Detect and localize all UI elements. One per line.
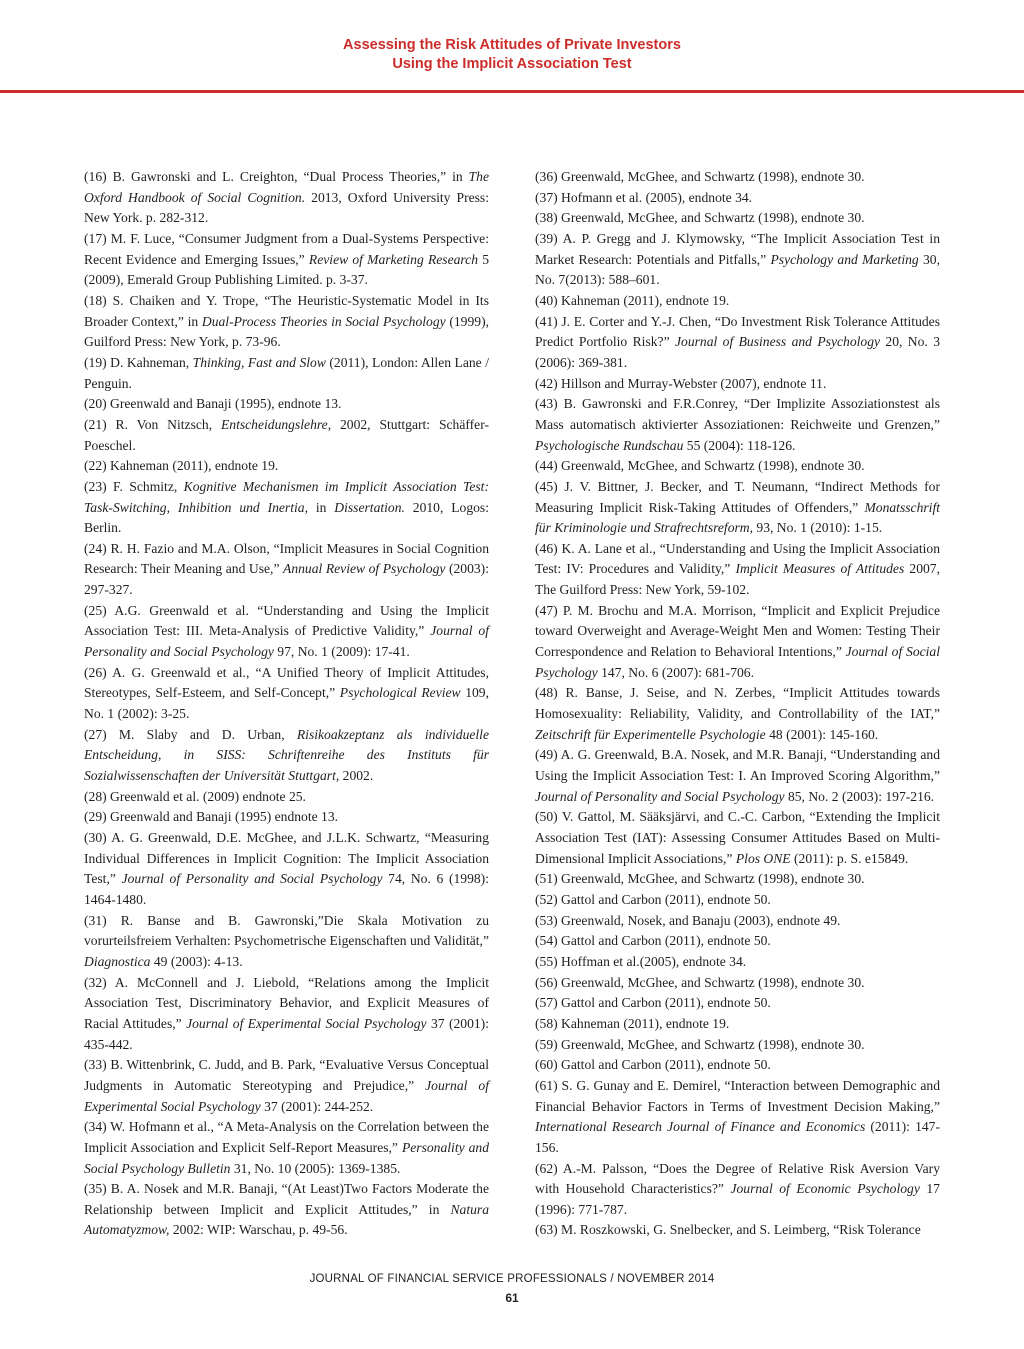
reference-item (84, 1055, 489, 1117)
reference-source-title: Dissertation. (334, 499, 405, 515)
reference-item (84, 415, 489, 456)
reference-source-title: Zeitschrift für Experimentelle Psychologie (535, 726, 766, 742)
reference-text: (55) Hoffman et al.(2005), endnote 34. (535, 953, 747, 969)
reference-item (84, 807, 489, 828)
reference-text: 5 (2009), Emerald Group Publishing Limited. p. 3-37. (84, 251, 490, 288)
reference-item (84, 477, 489, 539)
reference-source-title: Monatsschrift für Kriminologie und Strafrechtsreform, (535, 499, 940, 536)
reference-text: (44) Greenwald, McGhee, and Schwartz (1998), endnote 30. (535, 458, 865, 474)
reference-text: (58) Kahneman (2011), endnote 19. (535, 1015, 730, 1031)
reference-item (84, 167, 489, 229)
reference-text: 2002. (339, 768, 374, 784)
reference-item (84, 787, 489, 808)
reference-text: 20, No. 3 (2006): 369-381. (535, 334, 940, 370)
reference-text: 2007, The Guilford Press: New York, 59-102. (535, 561, 941, 598)
reference-text: (16) B. Gawronski and L. Creighton, “Dual Process Theories,” in (84, 169, 469, 184)
references-left-column (84, 167, 489, 1241)
reference-text: (41) J. E. Corter and Y.-J. Chen, “Do Investment Risk Tolerance Attitudes Predict Portfolio Risk?” (535, 313, 940, 350)
reference-item (535, 869, 940, 890)
reference-text: (18) S. Chaiken and Y. Trope, “The Heuristic-Systematic Model in Its Broader Context,” in (84, 292, 489, 329)
reference-source-title: Journal of Social Psychology (535, 644, 940, 680)
reference-text: 49 (2003): 4-13. (150, 953, 243, 969)
reference-text: (2011): p. S. e15849. (790, 850, 909, 866)
reference-item (535, 208, 940, 229)
reference-text: (57) Gattol and Carbon (2011), endnote 50. (535, 995, 771, 1011)
reference-source-title: Journal of Experimental Social Psychology (186, 1015, 427, 1031)
reference-text: 37 (2001): 244-252. (260, 1098, 374, 1114)
reference-item (84, 394, 489, 415)
reference-text: (32) A. McConnell and J. Liebold, “Relations among the Implicit Association Test, Discriminatory Behavior, and Explicit Measures of Racial Attitudes,” (84, 974, 489, 1031)
reference-item (535, 1076, 940, 1159)
reference-text: (47) P. M. Brochu and M.A. Morrison, “Implicit and Explicit Prejudice toward Overweight and Average-Weight Men and Women: Testing Their Correspondence and Relation to Behavioral Intentions,” (535, 602, 940, 660)
reference-source-title: Psychologische Rundschau (535, 437, 684, 453)
reference-item (535, 931, 940, 952)
reference-item (535, 745, 940, 807)
reference-text: (21) R. Von Nitzsch, (84, 416, 221, 432)
reference-item (535, 188, 940, 209)
reference-item (84, 1179, 489, 1241)
reference-source-title: Kognitive Mechanismen im Implicit Association Test: Task-Switching, Inhibition und Inertia, (84, 478, 489, 515)
reference-item (535, 601, 940, 684)
reference-text: (56) Greenwald, McGhee, and Schwartz (1998), endnote 30. (535, 974, 865, 990)
reference-text: in (307, 499, 335, 515)
reference-text: (25) A.G. Greenwald et al. “Understanding and Using the Implicit Association Test: III. Meta-Analysis of Predictive Validity,” (84, 602, 489, 639)
reference-source-title: International Research Journal of Finance and Economics (535, 1119, 866, 1135)
reference-text: (50) V. Gattol, M. Sääksjärvi, and C.-C. Carbon, “Extending the Implicit Association Test (IAT): Assessing Consumer Attitudes Based on Multi-Dimensional Implicit Associations,” (535, 809, 940, 866)
reference-item (535, 374, 940, 395)
reference-text: (33) B. Wittenbrink, C. Judd, and B. Park, “Evaluative Versus Conceptual Judgments in Automatic Stereotyping and Prejudice,” (84, 1057, 489, 1093)
reference-source-title: Diagnostica (84, 953, 151, 969)
reference-text: 48 (2001): 145-160. (765, 726, 879, 742)
reference-item (84, 973, 489, 1056)
page-footer (0, 1271, 1024, 1305)
reference-source-title: Psychological Review (339, 685, 461, 701)
reference-item (84, 291, 489, 353)
reference-text: (31) R. Banse and B. Gawronski,”Die Skala Motivation zu vorurteilsfreiem Verhalten: Psychometrische Eigenschaften und Validität,” (84, 912, 489, 949)
reference-text: (40) Kahneman (2011), endnote 19. (535, 292, 730, 308)
reference-text: 2013, Oxford University Press: New York. p. 282-312. (84, 189, 489, 226)
reference-source-title: Plos ONE (735, 850, 791, 866)
header-title-line-1: Assessing the Risk Attitudes of Private Investors (343, 37, 681, 53)
reference-text: (2003): 297-327. (84, 561, 489, 598)
reference-text: (63) M. Roszkowski, G. Snelbecker, and S. Leimberg, “Risk Tolerance (535, 1222, 921, 1238)
reference-item (535, 394, 940, 456)
reference-text: (28) Greenwald et al. (2009) endnote 25. (84, 788, 306, 804)
reference-source-title: Implicit Measures of Attitudes (735, 561, 905, 577)
header-rule (0, 90, 1024, 93)
reference-text: 31, No. 10 (2005): 1369-1385. (230, 1160, 401, 1176)
reference-text: (26) A. G. Greenwald et al., “A Unified Theory of Implicit Attitudes, Stereotypes, Self-Esteem, and Self-Concept,” (84, 664, 489, 701)
reference-source-title: Annual Review of Psychology (283, 561, 446, 577)
reference-item (84, 911, 489, 973)
reference-text: 17 (1996): 771-787. (535, 1181, 940, 1217)
reference-text: (29) Greenwald and Banaji (1995) endnote 13. (84, 809, 339, 825)
reference-text: (61) S. G. Gunay and E. Demirel, “Interaction between Demographic and Financial Behavior Factors in Terms of Investment Decision Making,” (535, 1077, 940, 1114)
header-title-line-2: Using the Implicit Association Test (392, 56, 632, 72)
reference-text: (27) M. Slaby and D. Urban, (84, 726, 297, 742)
journal-name: JOURNAL OF FINANCIAL SERVICE PROFESSIONALS / NOVEMBER 2014 (309, 1273, 715, 1285)
reference-text: (49) A. G. Greenwald, B.A. Nosek, and M.R. Banaji, “Understanding and Using the Implicit Association Test: I. An Improved Scoring Algorithm,” (535, 747, 940, 784)
reference-text: (39) A. P. Gregg and J. Klymowsky, “The Implicit Association Test in Market Research: Potentials and Pitfalls,” (535, 230, 940, 267)
reference-item (535, 477, 940, 539)
reference-item (535, 312, 940, 374)
reference-source-title: Entscheidungslehre, (220, 416, 332, 432)
reference-item (535, 1014, 940, 1035)
reference-text: (59) Greenwald, McGhee, and Schwartz (1998), endnote 30. (535, 1036, 865, 1052)
reference-text: (52) Gattol and Carbon (2011), endnote 50. (535, 891, 771, 907)
reference-text: (43) B. Gawronski and F.R.Conrey, “Der Implizite Assoziationstest als Mass automatisch aktivierter Assoziationen: Reichweite und Grenzen,” (535, 396, 940, 432)
reference-text: (36) Greenwald, McGhee, and Schwartz (1998), endnote 30. (535, 169, 865, 184)
reference-item (535, 456, 940, 477)
reference-text: (30) A. G. Greenwald, D.E. McGhee, and J.L.K. Schwartz, “Measuring Individual Differences in Implicit Cognition: The Implicit Association Test,” (84, 830, 489, 887)
reference-source-title: Personality and Social Psychology Bulletin (84, 1139, 489, 1176)
reference-source-title: Journal of Personality and Social Psychology (121, 871, 383, 887)
reference-text: (54) Gattol and Carbon (2011), endnote 50. (535, 933, 771, 949)
reference-item (535, 683, 940, 745)
reference-text: (2011): 147-156. (535, 1119, 940, 1155)
reference-item (84, 663, 489, 725)
reference-item (535, 1035, 940, 1056)
reference-text: 37 (2001): 435-442. (84, 1015, 489, 1052)
reference-item (535, 993, 940, 1014)
reference-text: 109, No. 1 (2002): 3-25. (84, 685, 489, 722)
reference-text: 2010, Logos: Berlin. (84, 499, 489, 536)
reference-text: 30, No. 7(2013): 588–601. (535, 251, 940, 288)
reference-text: (45) J. V. Bittner, J. Becker, and T. Neumann, “Indirect Methods for Measuring Implicit Risk-Taking Attitudes of Offenders,” (535, 478, 940, 515)
reference-source-title: Journal of Economic Psychology (730, 1181, 920, 1197)
reference-item (535, 1055, 940, 1076)
reference-source-title: Natura Automatyzmow, (84, 1201, 489, 1238)
reference-text: 2002, Stuttgart: Schäffer-Poeschel. (84, 416, 489, 453)
reference-item (84, 539, 489, 601)
reference-text: (34) W. Hofmann et al., “A Meta-Analysis on the Correlation between the Implicit Association and Explicit Self-Report Measures,” (84, 1119, 489, 1155)
reference-item (84, 229, 489, 291)
reference-item (84, 725, 489, 787)
reference-item (84, 601, 489, 663)
reference-source-title: Journal of Experimental Social Psychology (84, 1077, 489, 1114)
reference-source-title: Journal of Personality and Social Psychology (535, 788, 785, 804)
reference-text: (38) Greenwald, McGhee, and Schwartz (1998), endnote 30. (535, 210, 865, 226)
reference-text: (46) K. A. Lane et al., “Understanding and Using the Implicit Association Test: IV: Procedures and Validity,” (535, 540, 940, 577)
reference-source-title: The Oxford Handbook of Social Cognition. (84, 169, 489, 205)
page-header (0, 36, 1024, 74)
reference-text: (53) Greenwald, Nosek, and Banaju (2003), endnote 49. (535, 912, 841, 928)
reference-text: 2002: WIP: Warschau, p. 49-56. (169, 1222, 348, 1238)
reference-item (535, 229, 940, 291)
reference-source-title: Journal of Business and Psychology (675, 334, 881, 350)
reference-text: (37) Hofmann et al. (2005), endnote 34. (535, 189, 753, 205)
reference-item (535, 952, 940, 973)
reference-item (535, 539, 940, 601)
reference-item (535, 167, 940, 188)
page-number: 61 (505, 1291, 519, 1305)
reference-text: (2011), London: Allen Lane / Penguin. (84, 354, 489, 391)
reference-item (84, 1117, 489, 1179)
reference-text: (17) M. F. Luce, “Consumer Judgment from a Dual-Systems Perspective: Recent Evidence and Emerging Issues,” (84, 230, 489, 267)
reference-text: (1999), Guilford Press: New York, p. 73-96. (84, 313, 489, 350)
reference-item (535, 973, 940, 994)
reference-text: 147, No. 6 (2007): 681-706. (597, 664, 754, 680)
reference-source-title: Review of Marketing Research (308, 251, 479, 267)
reference-text: (22) Kahneman (2011), endnote 19. (84, 458, 279, 474)
reference-text: (60) Gattol and Carbon (2011), endnote 50. (535, 1057, 771, 1073)
reference-source-title: Thinking, Fast and Slow (192, 354, 326, 370)
reference-item (535, 911, 940, 932)
reference-text: (48) R. Banse, J. Seise, and N. Zerbes, “Implicit Attitudes towards Homosexuality: Reliability, Validity, and Controllability of the IAT,” (535, 685, 940, 722)
reference-item (535, 890, 940, 911)
reference-text: (19) D. Kahneman, (84, 354, 193, 370)
reference-item (535, 1220, 940, 1241)
reference-text: (51) Greenwald, McGhee, and Schwartz (1998), endnote 30. (535, 871, 865, 887)
reference-text: 55 (2004): 118-126. (683, 437, 796, 453)
reference-item (84, 353, 489, 394)
reference-text: 85, No. 2 (2003): 197-216. (784, 788, 935, 804)
reference-source-title: Dual-Process Theories in Social Psychology (201, 313, 446, 329)
reference-text: (35) B. A. Nosek and M.R. Banaji, “(At Least)Two Factors Moderate the Relationship between Implicit and Explicit Attitudes,” in (84, 1181, 489, 1217)
reference-item (535, 291, 940, 312)
reference-source-title: Risikoakzeptanz als individuelle Entscheidung, in SISS: Schriftenreihe des Instituts für Sozialwissenschaften der Universität Stuttgart, (84, 726, 489, 784)
reference-text: 97, No. 1 (2009): 17-41. (273, 644, 410, 660)
reference-text: 74, No. 6 (1998): 1464-1480. (84, 871, 489, 907)
reference-text: (42) Hillson and Murray-Webster (2007), endnote 11. (535, 375, 827, 391)
reference-item (84, 456, 489, 477)
reference-item (535, 807, 940, 869)
reference-item (84, 828, 489, 911)
reference-text: (24) R. H. Fazio and M.A. Olson, “Implicit Measures in Social Cognition Research: Their Meaning and Use,” (84, 540, 489, 577)
references-right-column (535, 167, 940, 1241)
reference-source-title: Journal of Personality and Social Psychology (84, 623, 489, 660)
reference-text: 93, No. 1 (2010): 1-15. (753, 520, 883, 536)
reference-text: (23) F. Schmitz, (84, 478, 184, 494)
reference-text: (20) Greenwald and Banaji (1995), endnote 13. (84, 396, 342, 412)
reference-item (535, 1159, 940, 1221)
reference-text: (62) A.-M. Palsson, “Does the Degree of Relative Risk Aversion Vary with Household Characteristics?” (535, 1160, 940, 1197)
reference-source-title: Psychology and Marketing (770, 251, 919, 267)
